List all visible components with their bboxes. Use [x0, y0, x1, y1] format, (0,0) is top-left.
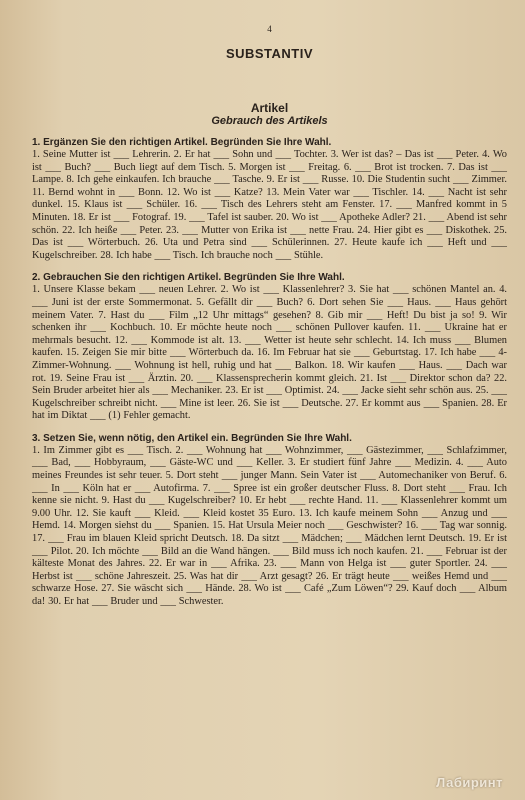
exercise-text: 1. Seine Mutter ist ___ Lehrerin. 2. Er hat ___ Sohn und ___ Tochter. 3. Wer ist das? – Das ist ___ Peter. 4. Wo ist ___ Buch? ___ Buch liegt auf dem Tisch. 5. Morgen ist ___ Freitag. 6. ___ Brot ist trocken. 7. Das ist ___ Lampe. 8. Ich gehe einkaufen. Ich brauche ___ Tasche. 9. Er ist ___ Russe. 10. Die Studentin sucht ___ Zimmer. 11. Bernd wohnt in ___ Bonn. 12. Wo ist ___ Katze? 13. Mein Vater war ___ Tischler. 14. ___ Nacht ist sehr dunkel. 15. Klaus ist ___ Schüler. 16. ___ Tisch des Lehrers steht am Fenster. 17. ___ Manfred kommt in 5 Minuten. 18. Er ist ___ Fotograf. 19. ___ Tafel ist sauber. 20. Wo ist ___ Apotheke Adler? 21. ___ Abend ist sehr schön. 22. Ich heiße ___ Peter. 23. ___ Mutter von Erika ist ___ nette Frau. 24. Hier gibt es ___ Diskothek. 25. Das ist ___ Wörterbuch. 26. Uta und Petra sind ___ Schülerinnen. 27. Heute kaufe ich ___ Heft und ___ Kugelschreiber. 28. Ich habe ___ Tisch. Ich brauche noch ___ Stühle. — [32, 149, 507, 261]
exercise-text: 1. Im Zimmer gibt es ___ Tisch. 2. ___ Wohnung hat ___ Wohnzimmer, ___ Gästezimmer, ___ Schlafzimmer, ___ Bad, ___ Hobbyraum, ___ Gäste-WC und ___ Keller. 3. Er studiert fünf Jahre ___ Medizin. 4. ___ Auto meines Freundes ist sehr teuer. 5. Dort steht ___ junger Mann. Sein Vater ist ___ Automechaniker von Beruf. 6. ___ In ___ Köln hat er ___ Autofirma. 7. ___ Spree ist ein großer deutscher Fluss. 8. Dort steht ___ Frau. Ich kenne sie nicht. 9. Hast du ___ Kugelschreiber? 10. Er hebt ___ rechte Hand. 11. ___ Klassenlehrer kommt um 9.00 Uhr. 12. Sie kauft ___ Kleid. ___ Kleid kostet 35 Euro. 13. Ich kaufe meinem Sohn ___ Anzug und ___ Hemd. 14. Morgen siehst du ___ Spanien. 15. Hat Ursula Meier noch ___ Geschwister? 16. ___ Tag war sonnig. 17. ___ Frau im blauen Kleid spricht Deutsch. 18. Da sitzt ___ Mädchen; ___ Mädchen lernt Deutsch. 19. Er ist ___ Pilot. 20. Ich möchte ___ Bild an die Wand hängen. ___ Bild muss ich noch kaufen. 21. ___ Februar ist der kälteste Monat des Jahres. 22. Er war in ___ Afrika. 23. ___ Mann von Helga ist ___ guter Sportler. 24. ___ Herbst ist ___ schöne Jahreszeit. 25. Was hat dir ___ Arzt gesagt? 26. Er trägt heute ___ weißes Hemd und ___ schwarze Hose. 27. Sie wäscht sich ___ Hände. 28. Wo ist ___ Café „Zum Löwen“? 29. Kauf doch ___ Album da! 30. Er hat ___ Bruder und ___ Schwester. — [32, 444, 507, 607]
page-number: 4 — [267, 24, 272, 34]
watermark-logo: Лабиринт — [436, 775, 503, 790]
section-subtitle: Gebrauch des Artikels — [211, 115, 328, 127]
exercise-title: 1. Ergänzen Sie den richtigen Artikel. Begründen Sie Ihre Wahl. — [32, 137, 332, 148]
exercise-title: 3. Setzen Sie, wenn nötig, den Artikel ein. Begründen Sie Ihre Wahl. — [32, 432, 352, 444]
exercise-text: 1. Unsere Klasse bekam ___ neuen Lehrer. 2. Wo ist ___ Klassenlehrer? 3. Sie hat ___ schönen Mantel an. 4. ___ Juni ist der erste Sommermonat. 5. Gefällt dir ___ Buch? 6. Dort sehen Sie ___ Haus. ___ Haus gehört meinem Vater. 7. Hast du ___ Film „12 Uhr mittags“ gesehen? 8. Gib mir ___ Heft! Du bist ja so! 9. Wir schenken ihr ___ Kochbuch. 10. Er möchte heute noch ___ schönen Pullover kaufen. 11. ___ Ukraine hat er mehrmals besucht. 12. ___ Kommode ist alt. 13. ___ Wetter ist heute sehr schlecht. 14. Ich muss ___ Blumen kaufen. 15. Zeigen Sie mir bitte ___ Wörterbuch da. 16. Im Februar hat sie ___ Geburtstag. 17. Ich habe ___ 4-Zimmer-Wohnung. ___ Wohnung ist hell, ruhig und hat ___ Balkon. 18. Wir kaufen ___ Haus. ___ Dach war rot. 19. Seine Frau ist ___ Ärztin. 20. ___ Klassensprecherin kommt gleich. 21. Ist ___ Direktor schon da? 22. Sein Bruder arbeitet hier als ___ Mechaniker. 23. Er ist ___ Optimist. 24. ___ Jacke sieht sehr schön aus. 25. ___ Kugelschreiber schreibt nicht. ___ Mine ist leer. 26. Sie ist ___ Deutsche. 27. Er kommt aus ___ Spanien. 28. Er hat im Diktat ___ (1) Fehler gemacht. — [32, 284, 507, 422]
chapter-heading: SUBSTANTIV — [225, 46, 314, 61]
exercise-3 — [32, 433, 507, 609]
exercise-1 — [32, 137, 507, 262]
exercise-title: 2. Gebrauchen Sie den richtigen Artikel. Begründen Sie Ihre Wahl. — [32, 272, 345, 284]
exercise-2 — [32, 272, 507, 423]
section-title: Artikel — [250, 101, 289, 115]
